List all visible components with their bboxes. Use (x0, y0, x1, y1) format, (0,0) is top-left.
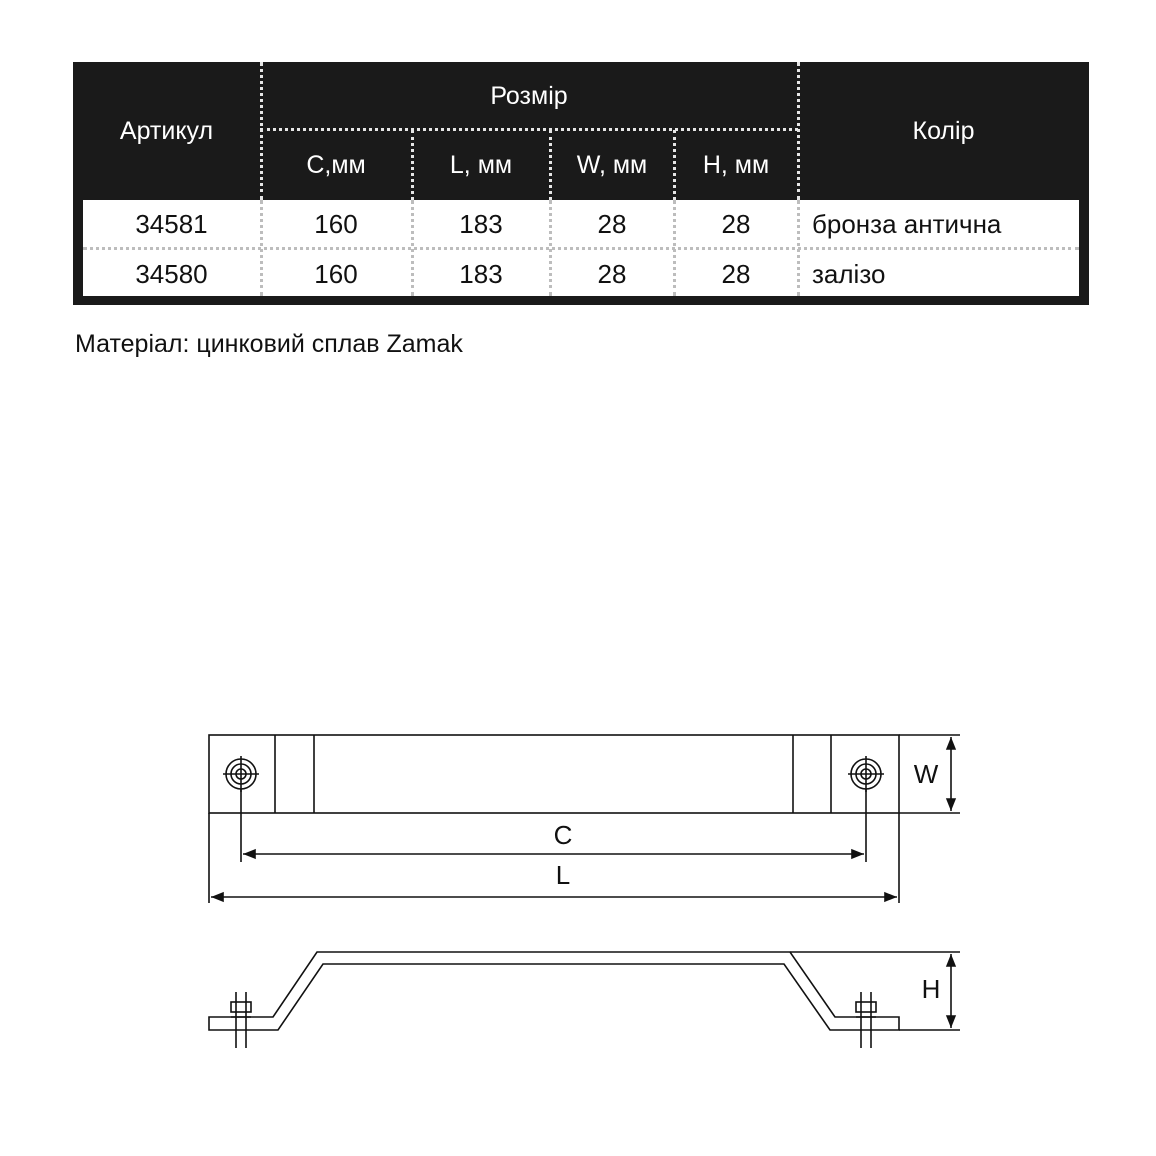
cell-h: 28 (721, 208, 751, 239)
top-view (209, 735, 899, 813)
column-divider (797, 200, 800, 296)
row-divider (83, 247, 1079, 250)
header-divider (260, 62, 263, 200)
cell-c: 160 (314, 258, 358, 289)
cell-c: 160 (314, 208, 358, 239)
cell-color: бронза антична (812, 208, 1002, 239)
cell-article: 34581 (135, 208, 208, 239)
header-l: L, мм (449, 150, 513, 179)
column-divider (260, 200, 263, 296)
cell-w: 28 (597, 208, 627, 239)
header-divider (411, 130, 414, 200)
spec-table (73, 62, 1089, 305)
header-divider (673, 130, 676, 200)
header-c: C,мм (306, 150, 366, 179)
bolt-icon (856, 992, 876, 1048)
header-size-group: Розмір (490, 81, 568, 110)
header-article: Артикул (119, 116, 214, 145)
material-note: Матеріал: цинковий сплав Zamak (75, 330, 463, 358)
cell-h: 28 (721, 258, 751, 289)
dimension-label-h: H (921, 974, 941, 1004)
header-divider (797, 62, 800, 200)
cell-article: 34580 (135, 258, 208, 289)
handle-drawing (190, 720, 970, 1060)
header-divider (549, 130, 552, 200)
column-divider (549, 200, 552, 296)
column-divider (411, 200, 414, 296)
cell-l: 183 (459, 258, 503, 289)
header-h: H, мм (702, 150, 770, 179)
dimension-lines (209, 735, 960, 1030)
cell-color: залізо (812, 258, 886, 289)
screw-icon (848, 756, 884, 792)
table-row (83, 250, 1079, 298)
header-w: W, мм (576, 150, 648, 179)
column-divider (673, 200, 676, 296)
screw-icon (223, 756, 259, 792)
bolt-icon (231, 992, 251, 1048)
side-view (209, 952, 899, 1048)
dimension-label-w: W (913, 759, 939, 789)
dimension-label-l: L (555, 860, 571, 890)
table-body (83, 200, 1079, 296)
dimension-label-c: C (553, 820, 573, 850)
cell-l: 183 (459, 208, 503, 239)
cell-w: 28 (597, 258, 627, 289)
table-row (83, 200, 1079, 248)
header-divider (260, 128, 798, 131)
header-color: Колір (912, 116, 975, 145)
